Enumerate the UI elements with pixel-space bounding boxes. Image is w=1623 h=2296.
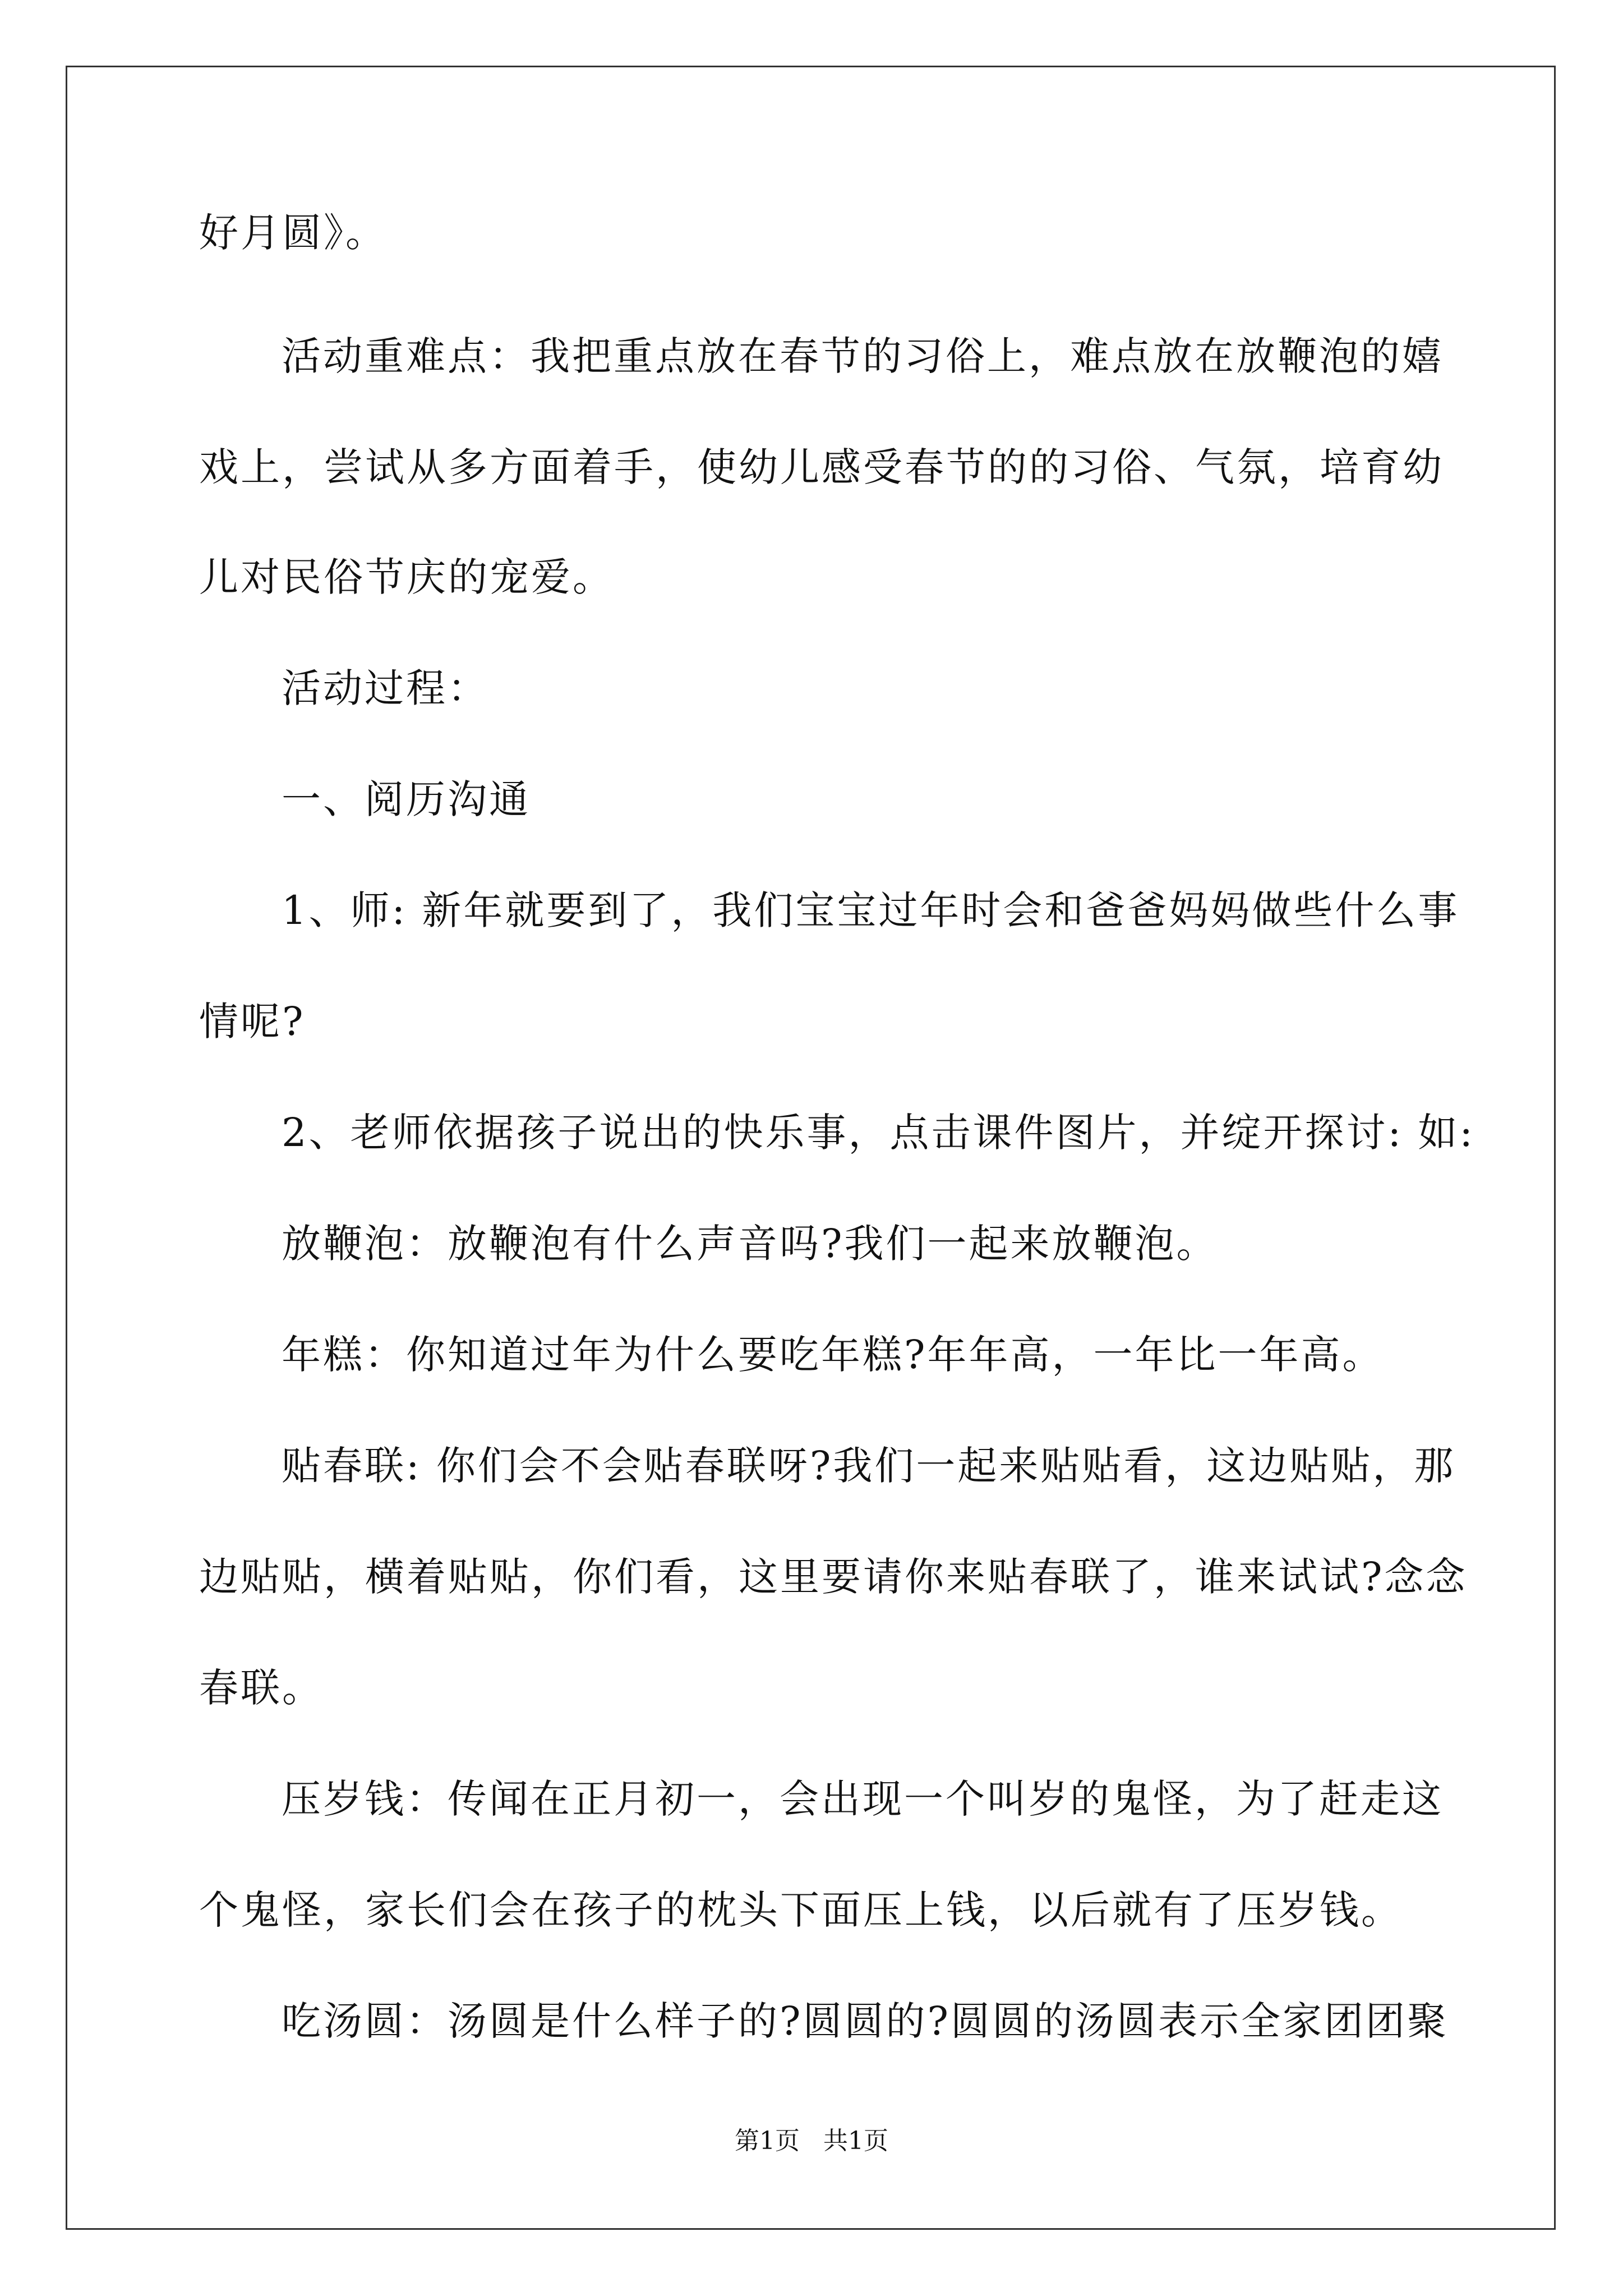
text-line: 一、阅历沟通 (282, 776, 531, 822)
text-line: 边贴贴，横着贴贴，你们看，这里要请你来贴春联了，谁来试试?念念 (199, 1554, 1468, 1600)
text-line: 吃汤圆：汤圆是什么样子的?圆圆的?圆圆的汤圆表示全家团团聚 (282, 1998, 1449, 2044)
text-line: 放鞭泡：放鞭泡有什么声音吗?我们一起来放鞭泡。 (282, 1221, 1218, 1267)
text-line: 年糕：你知道过年为什么要吃年糕?年年高，一年比一年高。 (282, 1332, 1384, 1378)
page-footer (0, 2129, 1623, 2154)
text-line: 好月圆》。 (199, 210, 387, 256)
text-line: 1、师: 新年就要到了，我们宝宝过年时会和爸爸妈妈做些什么事 (282, 887, 1460, 933)
text-line: 2、老师依据孩子说出的快乐事，点击课件图片，并绽开探讨: 如: (282, 1110, 1475, 1156)
text-line: 春联。 (199, 1665, 324, 1711)
text-line: 活动重难点：我把重点放在春节的习俗上，难点放在放鞭泡的嬉 (282, 333, 1444, 379)
page-total: 共1页 (823, 2127, 888, 2155)
page-number: 第1页 (735, 2127, 800, 2155)
text-line: 情呢? (199, 999, 306, 1045)
text-line: 个鬼怪，家长们会在孩子的枕头下面压上钱，以后就有了压岁钱。 (199, 1887, 1403, 1933)
text-line: 压岁钱：传闻在正月初一，会出现一个叫岁的鬼怪，为了赶走这 (282, 1776, 1444, 1822)
text-line: 儿对民俗节庆的宠爱。 (199, 554, 614, 600)
text-line: 戏上，尝试从多方面着手，使幼儿感受春节的的习俗、气氛，培育幼 (199, 444, 1444, 490)
text-line: 活动过程： (282, 665, 489, 711)
text-line: 贴春联: 你们会不会贴春联呀?我们一起来贴贴看，这边贴贴，那 (282, 1443, 1456, 1489)
